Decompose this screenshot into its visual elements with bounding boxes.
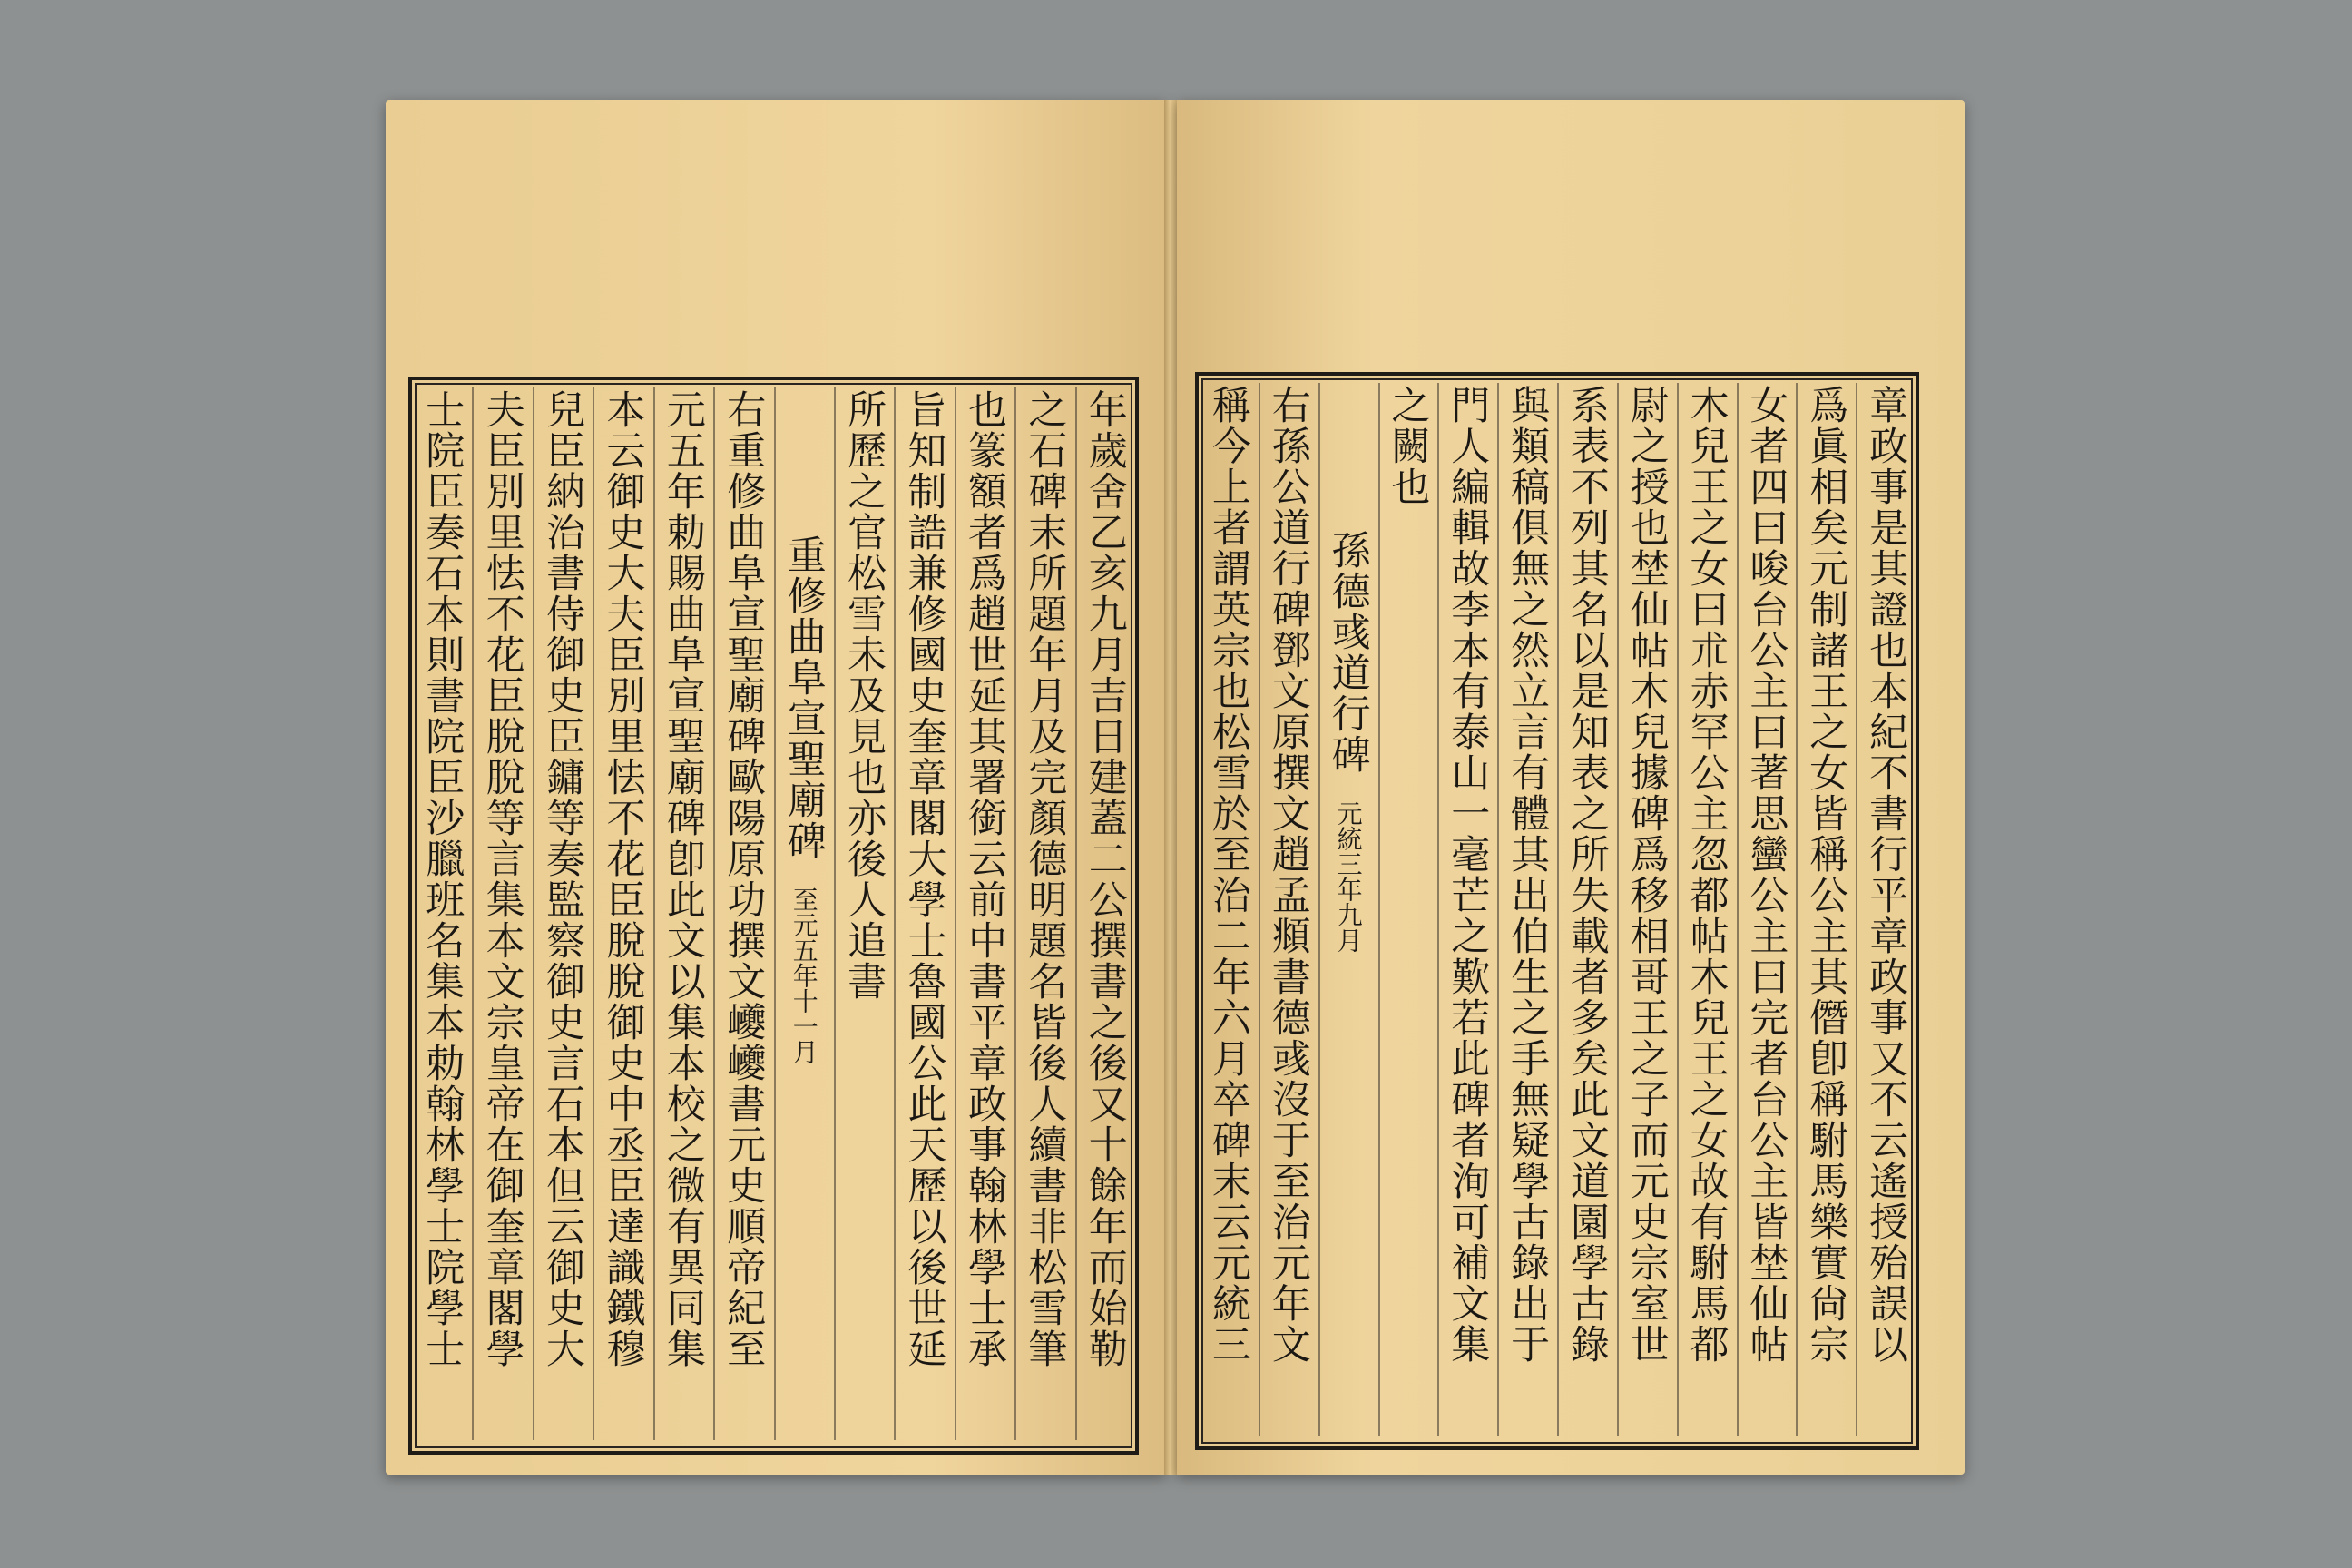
title-date: 元統三年九月 <box>1333 775 1364 953</box>
text-column: 兒臣納治書侍御史臣鏞等奏監察御史言石本但云御史大 <box>540 389 586 1369</box>
column-rule <box>1856 383 1857 1436</box>
column-rule <box>653 387 655 1440</box>
text-column: 稱今上者謂英宗也松雪於至治二年六月卒碑末云元統三 <box>1205 385 1251 1365</box>
title-date: 至元五年十一月 <box>789 861 819 1064</box>
text-column: 之石碑末所題年月及完顏德明題名皆後人續書非松雪筆 <box>1022 389 1068 1369</box>
column-rule <box>1677 383 1679 1436</box>
text-column: 本云御史大夫臣別里怯不花臣脫脫御史中丞臣達識鐵穆 <box>600 389 646 1369</box>
section-title: 孫德彧道行碑 元統三年九月 <box>1325 530 1371 953</box>
text-column: 與類稿俱無之然立言有體其出伯生之手無疑學古錄出于 <box>1504 385 1551 1365</box>
column-rule <box>533 387 534 1440</box>
text-column: 之闕也 <box>1385 385 1431 507</box>
column-rule <box>713 387 715 1440</box>
column-rule <box>1259 383 1260 1436</box>
column-rule <box>1796 383 1798 1436</box>
right-page <box>1177 100 1965 1475</box>
section-title: 重修曲阜宣聖廟碑 至元五年十一月 <box>780 534 827 1064</box>
column-rule <box>1318 383 1320 1436</box>
text-column: 夫臣別里怯不花臣脫脫等言集本文宗皇帝在御奎章閣學 <box>479 389 525 1369</box>
column-rule <box>1075 387 1077 1440</box>
column-rule <box>834 387 836 1440</box>
left-page-frame <box>408 377 1139 1455</box>
text-column: 尉之授也埜仙帖木兒據碑爲移相哥王之子而元史宗室世 <box>1623 385 1670 1365</box>
column-rule <box>1557 383 1559 1436</box>
text-column: 系表不列其名以是知表之所失載者多矣此文道園學古錄 <box>1563 385 1610 1365</box>
text-column: 也篆額者爲趙世延其署銜云前中書平章政事翰林學士承 <box>961 389 1007 1369</box>
text-column: 門人編輯故李本有泰山一毫芒之歎若此碑者洵可補文集 <box>1445 385 1491 1365</box>
column-rule <box>1437 383 1439 1436</box>
text-column: 元五年勅賜曲阜宣聖廟碑卽此文以集本校之微有異同集 <box>660 389 706 1369</box>
text-column: 旨知制誥兼修國史奎章閣大學士魯國公此天歷以後世延 <box>901 389 947 1369</box>
right-page-frame <box>1195 372 1919 1450</box>
text-column: 爲眞相矣元制諸王之女皆稱公主其僭卽稱駙馬樂實尙宗 <box>1803 385 1849 1365</box>
book-spread <box>386 100 1965 1475</box>
text-column: 右孫公道行碑鄧文原撰文趙孟頫書德彧沒于至治元年文 <box>1265 385 1311 1365</box>
text-column: 士院臣奏石本則書院臣沙臘班名集本勅翰林學士院學士 <box>419 389 466 1369</box>
column-rule <box>955 387 956 1440</box>
column-rule <box>1617 383 1619 1436</box>
column-rule <box>1737 383 1739 1436</box>
column-rule <box>1378 383 1380 1436</box>
text-column: 章政事是其證也本紀不書行平章政事又不云遙授殆誤以 <box>1863 385 1909 1365</box>
text-column: 年歲舍乙亥九月吉日建蓋二公撰書之後又十餘年而始勒 <box>1082 389 1128 1369</box>
column-rule <box>472 387 474 1440</box>
column-rule <box>593 387 594 1440</box>
text-column: 右重修曲阜宣聖廟碑歐陽原功撰文巙巙書元史順帝紀至 <box>720 389 767 1369</box>
text-column: 木兒王之女曰朮赤罕公主忽都帖木兒王之女故有駙馬都 <box>1683 385 1730 1365</box>
column-rule <box>894 387 896 1440</box>
column-rule <box>1014 387 1016 1440</box>
text-column: 女者四曰唆台公主曰著思蠻公主曰完者台公主皆埜仙帖 <box>1743 385 1789 1365</box>
left-page <box>386 100 1166 1475</box>
column-rule <box>1497 383 1499 1436</box>
text-column: 所歷之官松雪未及見也亦後人追書 <box>841 389 887 1002</box>
column-rule <box>774 387 776 1440</box>
